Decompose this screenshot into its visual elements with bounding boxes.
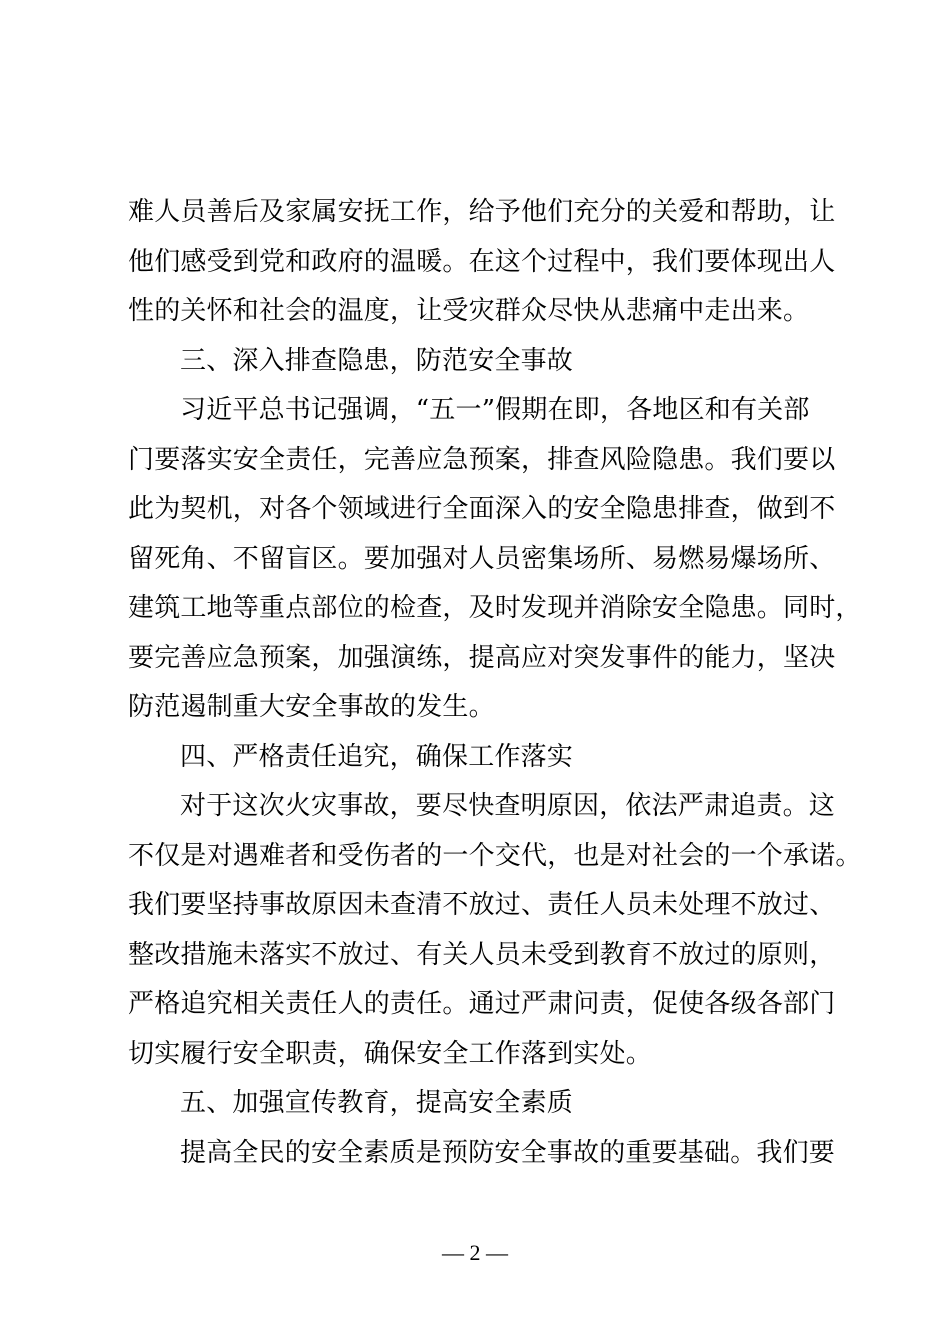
section-heading-5: 五、加强宣传教育，提高安全素质 — [180, 1088, 574, 1118]
body-line: 习近平总书记强调，“五一”假期在即，各地区和有关部 — [180, 395, 810, 425]
body-line: 防范遏制重大安全事故的发生。 — [128, 692, 495, 722]
section-heading-3: 三、深入排查隐患，防范安全事故 — [180, 345, 574, 376]
body-line: 切实履行安全职责，确保安全工作落到实处。 — [128, 1038, 653, 1069]
body-line: 他们感受到党和政府的温暖。在这个过程中，我们要体现出人 — [128, 246, 836, 277]
document-body — [128, 188, 862, 1178]
body-line: 难人员善后及家属安抚工作，给予他们充分的关爱和帮助，让 — [128, 197, 836, 227]
body-line: 整改措施未落实不放过、有关人员未受到教育不放过的原则， — [128, 939, 836, 970]
body-line: 性的关怀和社会的温度，让受灾群众尽快从悲痛中走出来。 — [128, 296, 810, 326]
body-line: 严格追究相关责任人的责任。通过严肃问责，促使各级各部门 — [128, 989, 836, 1019]
body-line: 提高全民的安全素质是预防安全事故的重要基础。我们要 — [180, 1137, 836, 1168]
section-heading-4: 四、严格责任追究，确保工作落实 — [180, 741, 574, 772]
body-line: 此为契机，对各个领域进行全面深入的安全隐患排查，做到不 — [128, 494, 836, 524]
body-line: 要完善应急预案，加强演练，提高应对突发事件的能力，坚决 — [128, 642, 836, 673]
body-line: 对于这次火灾事故，要尽快查明原因，依法严肃追责。这 — [180, 791, 836, 821]
body-line: 门要落实安全责任，完善应急预案，排查风险隐患。我们要以 — [128, 444, 836, 475]
body-line: 留死角、不留盲区。要加强对人员密集场所、易燃易爆场所、 — [128, 543, 836, 574]
body-line: 我们要坚持事故原因未查清不放过、责任人员未处理不放过、 — [128, 890, 836, 920]
page-number: — 2 — — [442, 1240, 508, 1265]
body-line: 建筑工地等重点部位的检查，及时发现并消除安全隐患。同时， — [128, 593, 862, 623]
body-line: 不仅是对遇难者和受伤者的一个交代，也是对社会的一个承诺。 — [128, 840, 862, 871]
